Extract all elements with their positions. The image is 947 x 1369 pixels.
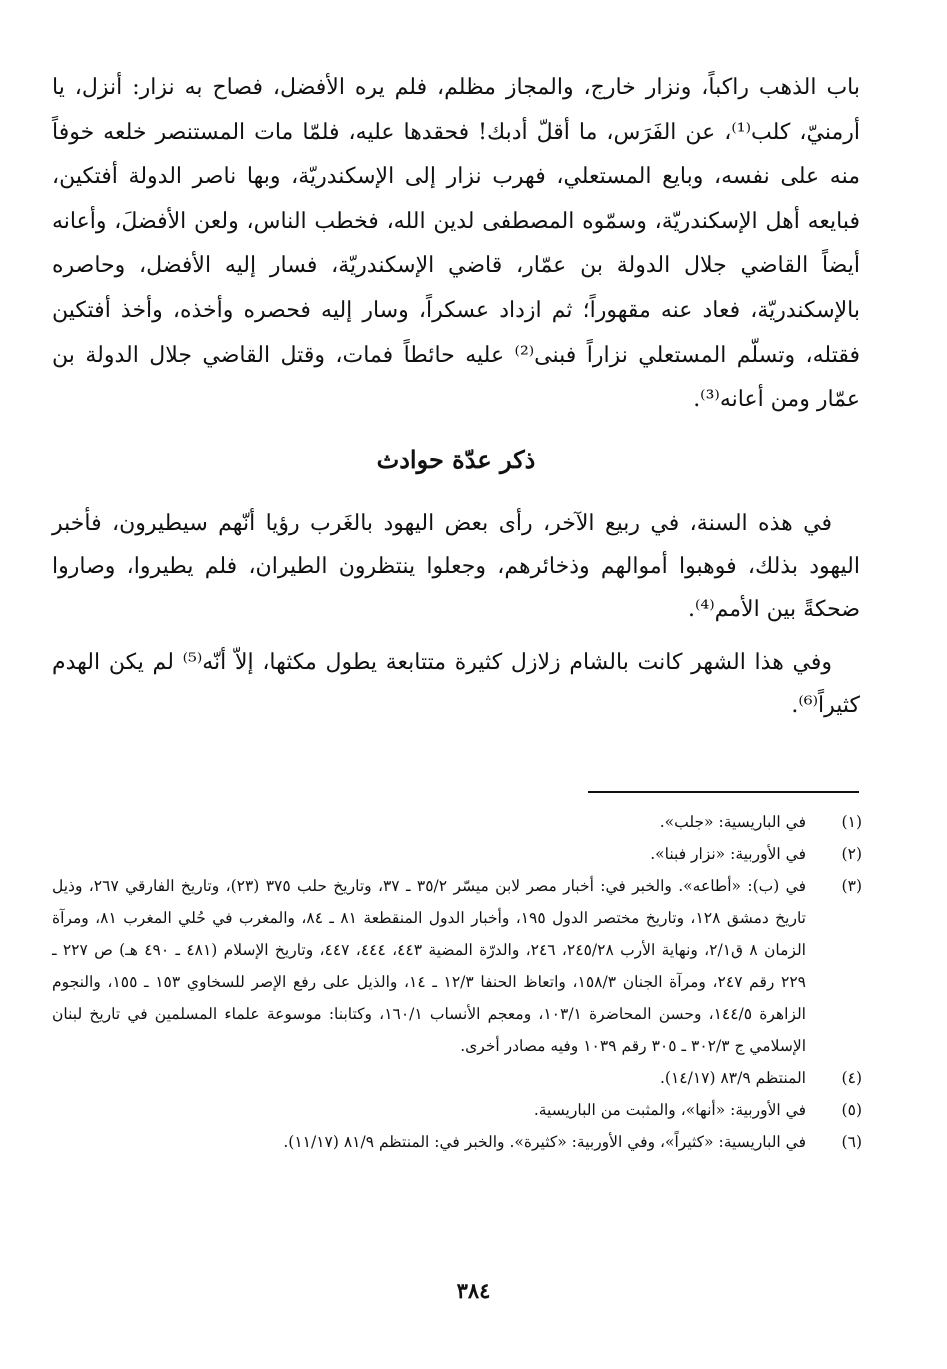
section-paragraph: وفي هذا الشهر كانت بالشام زلازل كثيرة متتابعة يطول مكثها، إلاّ أنّه⁽⁵⁾ لم يكن الهدم كثيراً⁽⁶⁾.	[52, 650, 860, 718]
footnote-text: في الباريسية: «جلب».	[659, 813, 806, 831]
footnotes-list	[52, 806, 862, 1158]
page-number: ٣٨٤	[456, 1278, 491, 1303]
footnote-text: في (ب): «أطاعه». والخبر في: أخبار مصر لابن ميسّر ٣٥/٢ ـ ٣٧، وتاريخ حلب ٣٧٥ (٢٣)، وتاريخ الفارقي ٢٦٧، وذيل تاريخ دمشق ١٢٨، وتاريخ مختصر الدول ١٩٥، وأخبار الدول المنقطعة ٨١ ـ ٨٤، والمغرب في حُلي المغرب ٨١، ومرآة الزمان ٨ ق٢/١، ونهاية الأرب ٢٤٥/٢٨، ٢٤٦، والدرّة المضية ٤٤٣، ٤٤٤، ٤٤٧، وتاريخ الإسلام (٤٨١ ـ ٤٩٠ هـ) ص ٢٢٧ ـ ٢٢٩ رقم ٢٤٧، ومرآة الجنان ١٥٨/٣، واتعاظ الحنفا ١٢/٣ ـ ١٤، والذيل على رفع الإصر للسخاوي ١٥٣ ـ ١٥٥، والنجوم الزاهرة ١٤٤/٥، وحسن المحاضرة ١٠٣/١، ومعجم الأنساب ١٦٠/١، وكتابنا: موسوعة علماء المسلمين في تاريخ لبنان الإسلامي ج ٣٠٢/٣ ـ ٣٠٥ رقم ١٠٣٩ وفيه مصادر أخرى.	[52, 877, 806, 1055]
footnote-item	[52, 1062, 862, 1094]
footnote-number: (٣)	[841, 877, 862, 895]
footnote-number: (٢)	[841, 845, 862, 863]
footnote-divider	[588, 791, 859, 793]
section-body	[52, 502, 860, 737]
footnote-item	[52, 1094, 862, 1126]
footnote-text: في الأوربية: «أنها»، والمثبت من الباريسية.	[533, 1101, 806, 1119]
footnote-item	[52, 1126, 862, 1158]
footnote-item	[52, 870, 862, 1062]
footnote-number: (٤)	[841, 1069, 862, 1087]
footnote-number: (٦)	[841, 1133, 862, 1151]
main-text	[52, 66, 860, 423]
footnote-number: (١)	[841, 813, 862, 831]
section-heading: ذكر عدّة حوادث	[376, 445, 536, 474]
footnote-item	[52, 806, 862, 838]
footnote-item	[52, 838, 862, 870]
section-paragraph: في هذه السنة، في ربيع الآخر، رأى بعض اليهود بالغَرب رؤيا أنّهم سيطيرون، فأخبر اليهود بذلك، فوهبوا أموالهم وذخائرهم، وجعلوا ينتظرون الطيران، فلم يطيروا، وصاروا ضحكةً بين الأمم⁽⁴⁾.	[52, 511, 860, 622]
main-paragraph: باب الذهب راكباً، ونزار خارج، والمجاز مظلم، فلم يره الأفضل، فصاح به نزار: أنزل، يا أرمنيّ، كلب⁽¹⁾، عن الفَرَس، ما أقلّ أدبك! فحقدها عليه، فلمّا مات المستنصر خلعه خوفاً منه على نفسه، وبايع المستعلي، فهرب نزار إلى الإسكندريّة، وبها ناصر الدولة أفتكين، فبايعه أهل الإسكندريّة، وسمّوه المصطفى لدين الله، فخطب الناس، ولعن الأفضلَ، وأعانه أيضاً القاضي جلال الدولة بن عمّار، قاضي الإسكندريّة، فسار إليه الأفضل، وحاصره بالإسكندريّة، فعاد عنه مقهوراً؛ ثم ازداد عسكراً، وسار إليه فحصره وأخذه، وأخذ أفتكين فقتله، وتسلّم المستعلي نزاراً فبنى⁽²⁾ عليه حائطاً فمات، وقتل القاضي جلال الدولة بن عمّار ومن أعانه⁽³⁾.	[52, 75, 860, 413]
footnote-text: في الأوربية: «نزار فبنا».	[650, 845, 806, 863]
footnote-number: (٥)	[841, 1101, 862, 1119]
footnote-text: المنتظم ٨٣/٩ (١٤/١٧).	[659, 1069, 806, 1087]
footnote-text: في الباريسية: «كثيراً»، وفي الأوربية: «كثيرة». والخبر في: المنتظم ٨١/٩ (١١/١٧).	[283, 1133, 806, 1151]
